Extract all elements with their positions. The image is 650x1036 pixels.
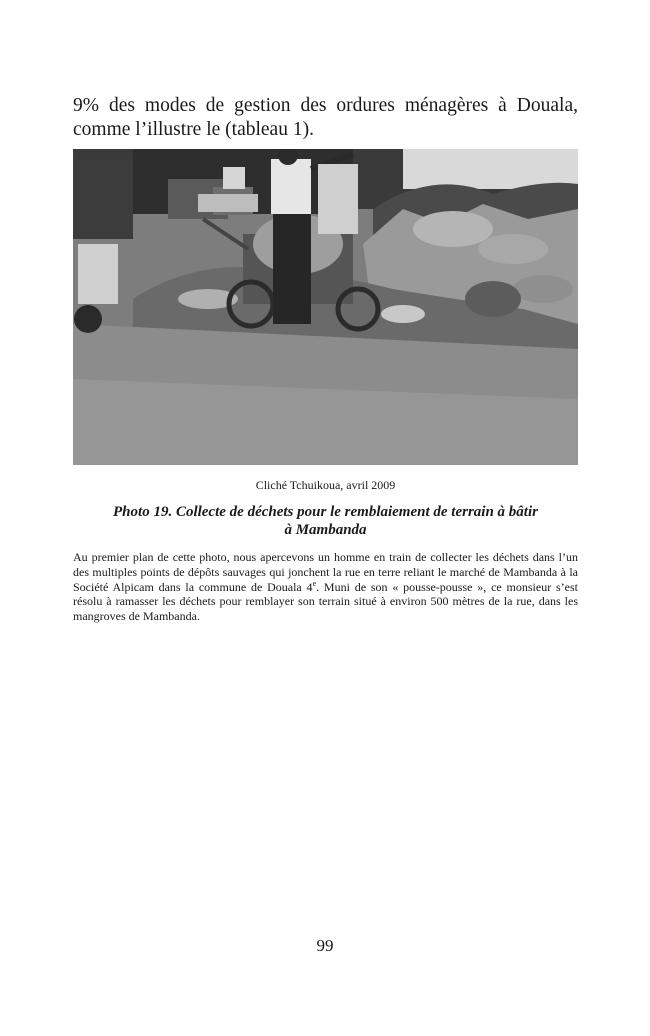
photo-illustration <box>73 149 578 465</box>
photo-waste-collection <box>73 149 578 465</box>
description-text-end: . Muni de son « pousse-pousse », ce monsieur s’est résolu à ramasser les déchets pour remblayer son terrain situé à environ 500 mètres de la rue, dans les mangroves de Mambanda. <box>73 579 578 624</box>
photo-caption <box>73 503 578 539</box>
description-text-start: Au premier plan de cette photo, nous apercevons un homme en train de collecter les déchets dans l’un des multiples points de dépôts sauvages qui jonchent la rue en terre reliant le marché de Mambanda à la Société Alpicam dans la commune de Douala 4 <box>73 550 578 594</box>
photo-description <box>73 550 578 624</box>
intro-line-2: comme l’illustre le (tableau 1). <box>73 119 314 140</box>
caption-line-2: à Mambanda <box>284 522 367 538</box>
intro-line-1: 9% des modes de gestion des ordures ménagères à Douala, <box>73 95 578 116</box>
description-superscript: e <box>312 578 317 588</box>
intro-paragraph <box>73 94 578 142</box>
page-number: 99 <box>316 936 334 955</box>
caption-line-1: Photo 19. Collecte de déchets pour le remblaiement de terrain à bâtir <box>113 504 538 520</box>
photo-credit: Cliché Tchuikoua, avril 2009 <box>255 478 396 492</box>
